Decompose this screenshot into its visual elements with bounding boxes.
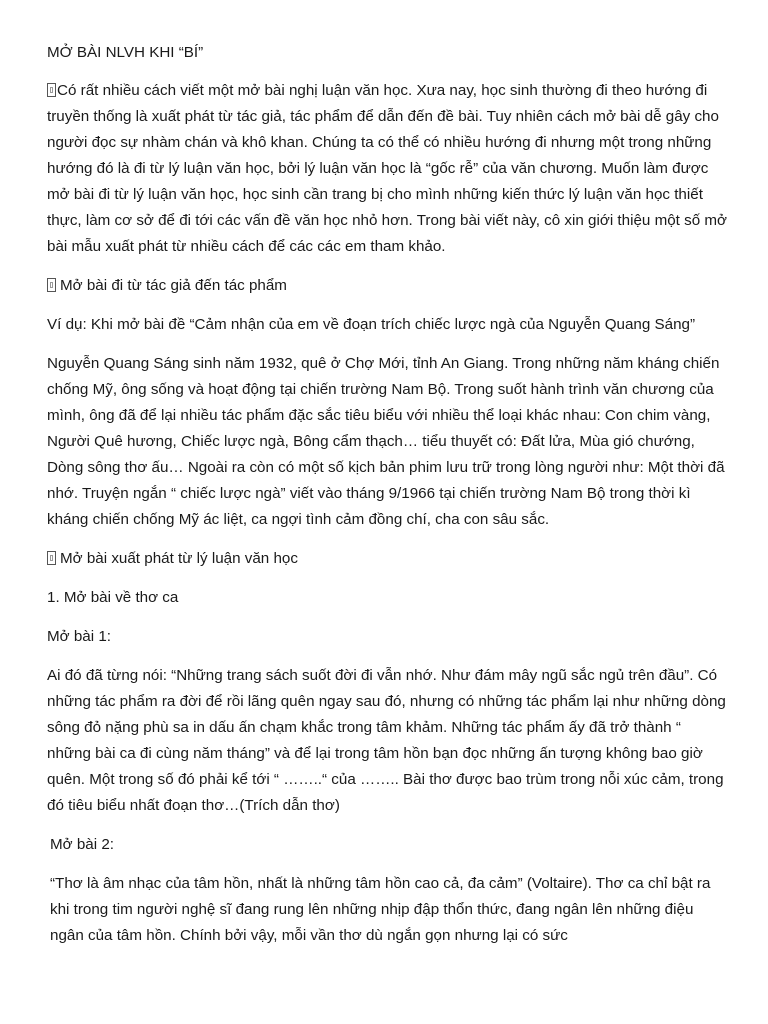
missing-glyph-icon <box>47 551 56 565</box>
document-title: MỞ BÀI NLVH KHI “BÍ” <box>47 44 204 61</box>
missing-glyph-icon <box>47 278 56 292</box>
missing-glyph-icon <box>47 83 56 97</box>
section-heading-text: Mở bài đi từ tác giả đến tác phẩm <box>60 277 287 294</box>
mo-bai-2-body: “Thơ là âm nhạc của tâm hồn, nhất là những tâm hồn cao cả, đa cảm” (Voltaire). Thơ ca chỉ bật ra khi trong tim người nghệ sĩ đang rung lên những nhịp đập thổn thức, đang ngân lên những điệu ngân của tâm hồn. Chính bởi vậy, mỗi vần thơ dù ngắn gọn nhưng lại có sức <box>50 875 711 944</box>
section-heading-author-work <box>47 273 728 299</box>
mo-bai-1-label: Mở bài 1: <box>47 628 111 645</box>
intro-text: Có rất nhiều cách viết một mở bài nghị luận văn học. Xưa nay, học sinh thường đi theo hướng đi truyền thống là xuất phát từ tác giả, tác phẩm để dẫn đến đề bài. Tuy nhiên cách mở bài dễ gây cho người đọc sự nhàm chán và khô khan. Chúng ta có thể có nhiều hướng đi nhưng một trong những hướng đó là đi từ lý luận văn học, bởi lý luận văn học là “gốc rễ” của văn chương. Muốn làm được mở bài đi từ lý luận văn học, học sinh cần trang bị cho mình những kiến thức lý luận văn học thiết thực, làm cơ sở để đi tới các vấn đề văn học nhỏ hơn. Trong bài viết này, cô xin giới thiệu một số mở bài mẫu xuất phát từ nhiều cách để các các em tham khảo. <box>47 82 727 255</box>
intro-paragraph <box>47 78 728 260</box>
mo-bai-1-body: Ai đó đã từng nói: “Những trang sách suốt đời đi vẫn nhớ. Như đám mây ngũ sắc ngủ trên đầu”. Có những tác phẩm ra đời để rồi lãng quên ngay sau đó, nhưng có những tác phẩm lại như những dòng sông đỏ nặng phù sa in dấu ấn chạm khắc trong tâm khảm. Những tác phẩm ấy đã trở thành “ những bài ca đi cùng năm tháng” và để lại trong tâm hồn bạn đọc những ấn tượng không bao giờ quên. Một trong số đó phải kể tới “ ……..“ của …….. Bài thơ được bao trùm trong nỗi xúc cảm, trong đó tiêu biểu nhất đoạn thơ…(Trích dẫn thơ) <box>47 667 726 814</box>
mo-bai-2-label: Mở bài 2: <box>50 836 114 853</box>
section-heading-literary-theory <box>47 546 728 572</box>
subsection-heading-poetry: 1. Mở bài về thơ ca <box>47 589 179 606</box>
example-prompt: Ví dụ: Khi mở bài đề “Cảm nhận của em về đoạn trích chiếc lược ngà của Nguyễn Quang Sáng” <box>47 316 696 333</box>
example-body: Nguyễn Quang Sáng sinh năm 1932, quê ở Chợ Mới, tỉnh An Giang. Trong những năm kháng chiến chống Mỹ, ông sống và hoạt động tại chiến trường Nam Bộ. Trong suốt hành trình văn chương của mình, ông đã để lại nhiều tác phẩm đặc sắc tiêu biểu với nhiều thể loại khác nhau: Con chim vàng, Người Quê hương, Chiếc lược ngà, Bông cẩm thạch… tiểu thuyết có: Đất lửa, Mùa gió chướng, Dòng sông thơ ấu… Ngoài ra còn có một số kịch bản phim lưu trữ trong lòng người như: Một thời đã nhớ. Truyện ngắn “ chiếc lược ngà” viết vào tháng 9/1966 tại chiến trường Nam Bộ trong thời kì kháng chiến chống Mỹ ác liệt, ca ngợi tình cảm đồng chí, cha con sâu sắc. <box>47 355 725 528</box>
section-heading-text: Mở bài xuất phát từ lý luận văn học <box>60 550 298 567</box>
